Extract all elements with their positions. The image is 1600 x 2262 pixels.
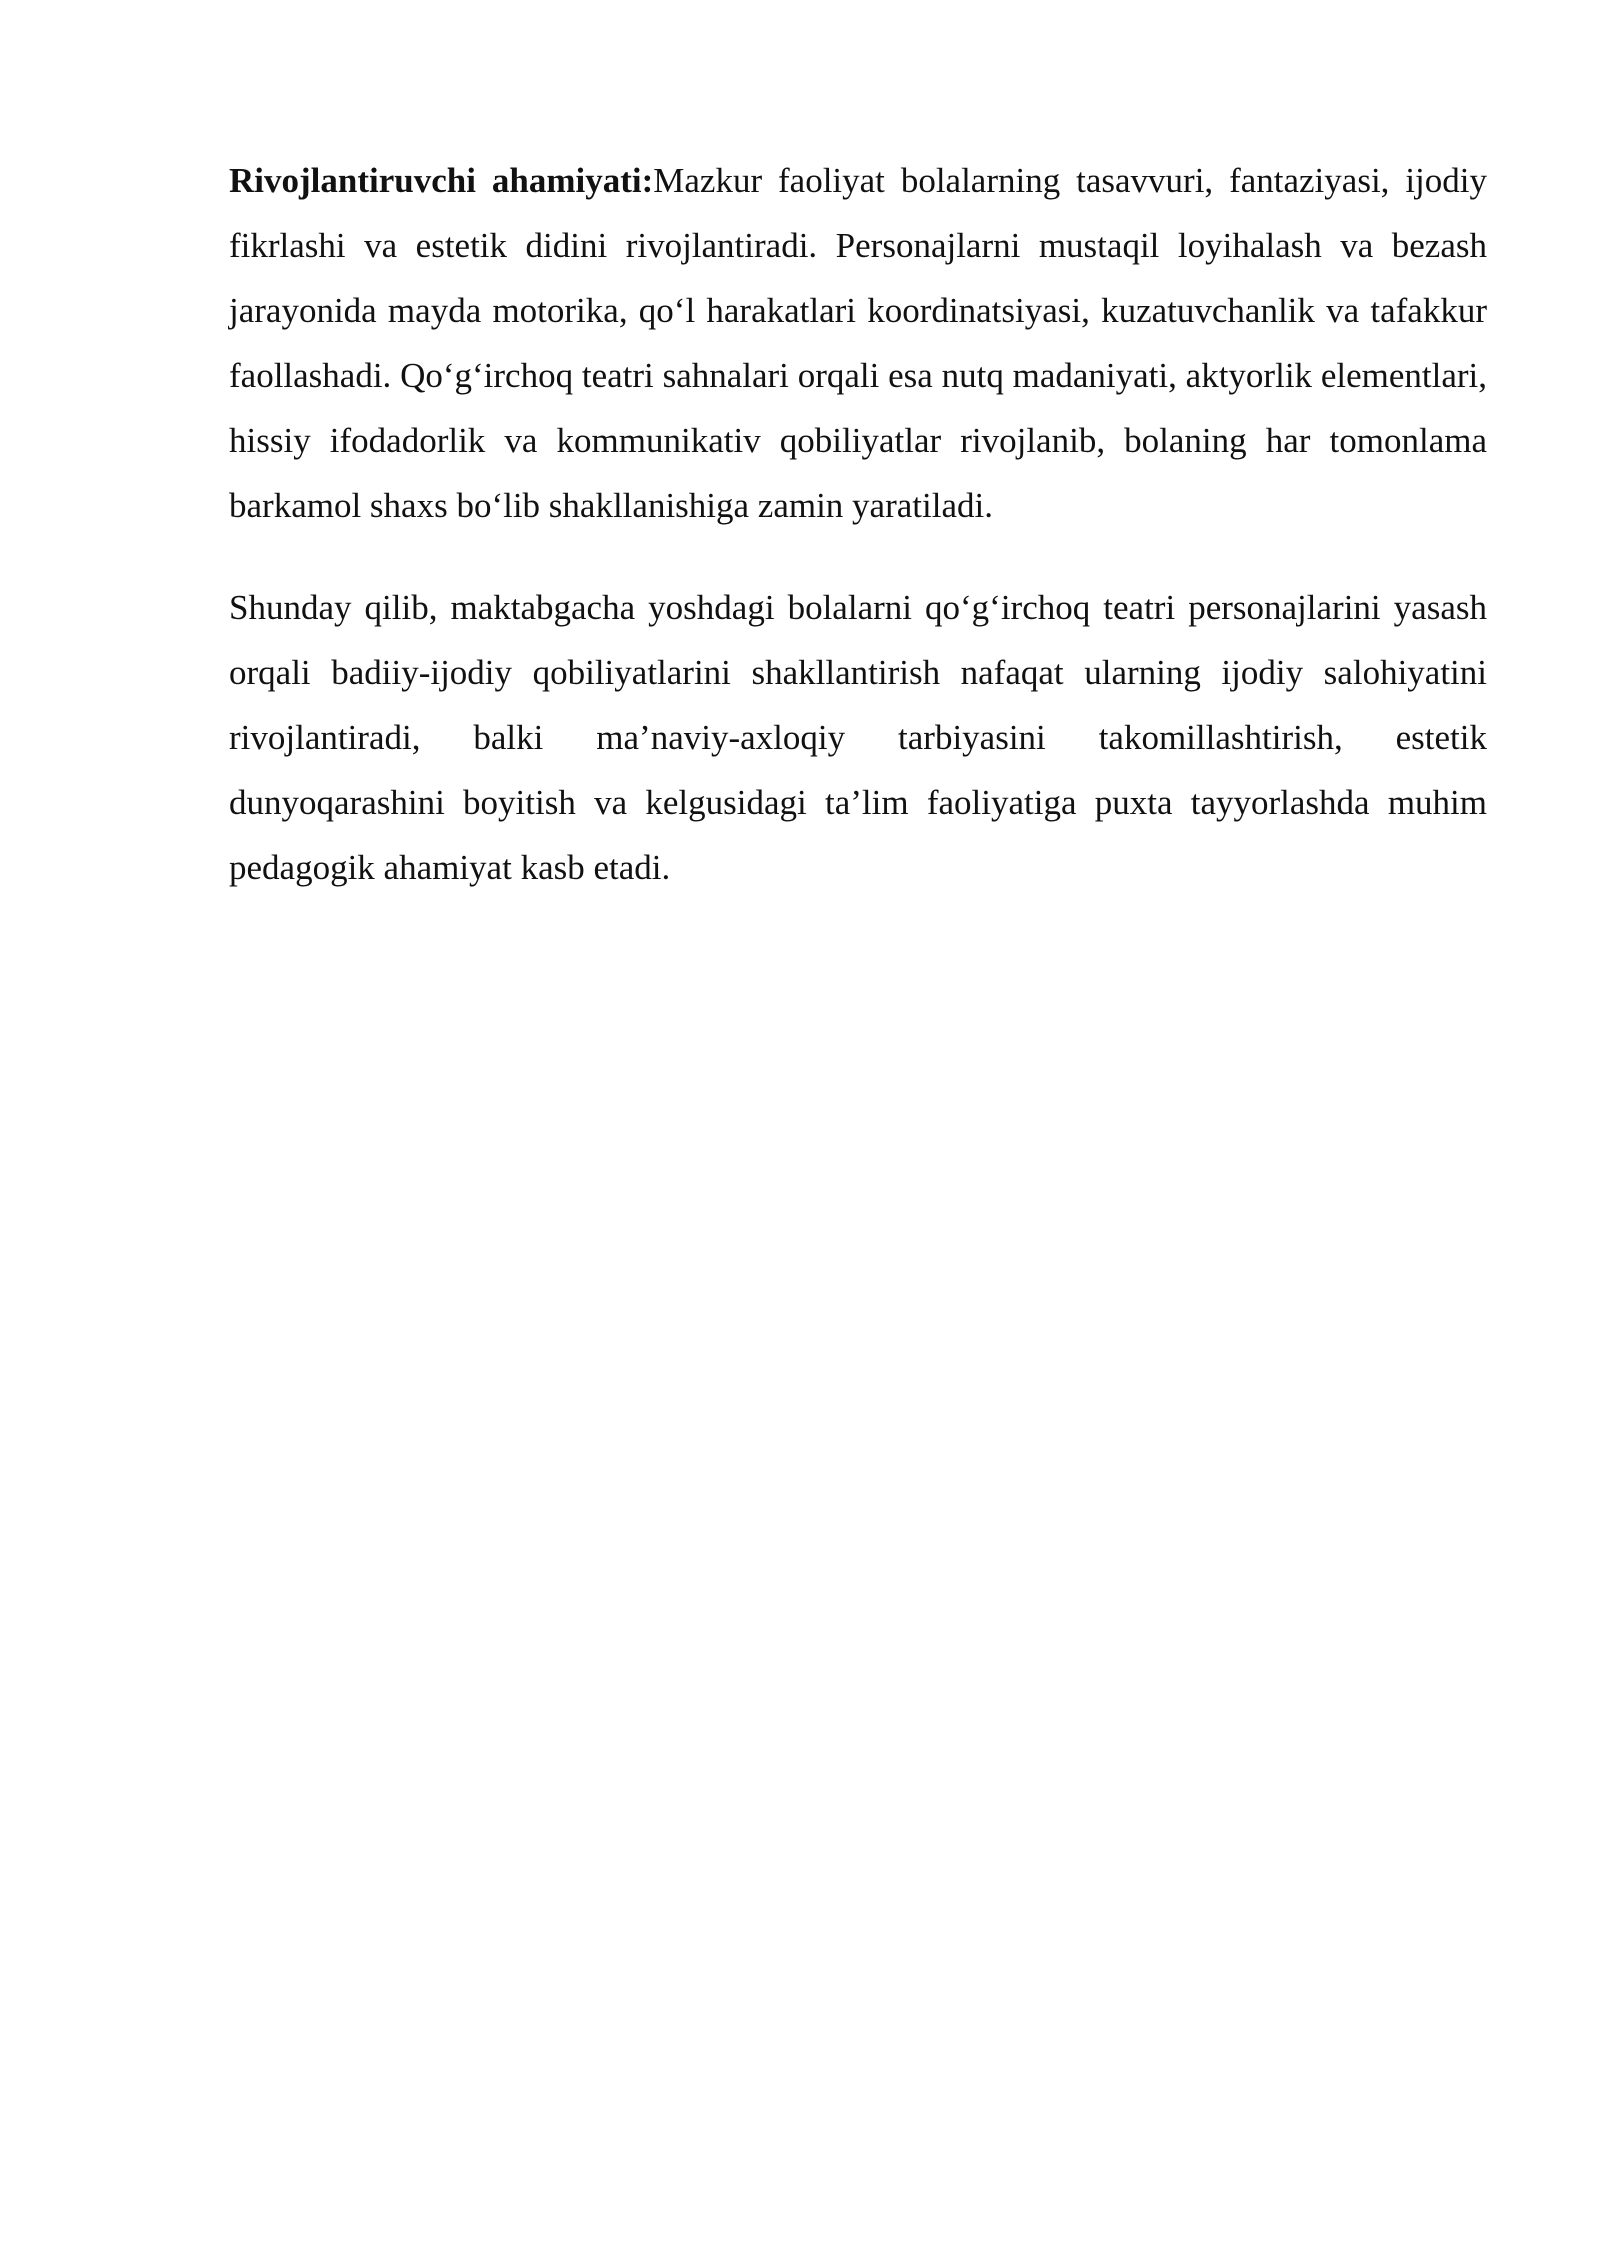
document-body	[229, 148, 1487, 900]
paragraph-conclusion	[229, 575, 1487, 900]
paragraph-text: Shunday qilib, maktabgacha yoshdagi bolalarni qo‘g‘irchoq teatri personajlarini yasash orqali badiiy-ijodiy qobiliyatlarini shakllantirish nafaqat ularning ijodiy salohiyatini rivojlantiradi, balki ma’naviy-axloqiy tarbiyasini takomillashtirish, estetik dunyoqarashini boyitish va kelgusidagi ta’lim faoliyatiga puxta tayyorlashda muhim pedagogik ahamiyat kasb etadi.	[229, 588, 1487, 887]
paragraph-lead-heading: Rivojlantiruvchi ahamiyati:	[229, 161, 654, 200]
paragraph-text: Mazkur faoliyat bolalarning tasavvuri, fantaziyasi, ijodiy fikrlashi va estetik didini rivojlantiradi. Personajlarni mustaqil loyihalash va bezash jarayonida mayda motorika, qo‘l harakatlari koordinatsiyasi, kuzatuvchanlik va tafakkur faollashadi. Qo‘g‘irchoq teatri sahnalari orqali esa nutq madaniyati, aktyorlik elementlari, hissiy ifodadorlik va kommunikativ qobiliyatlar rivojlanib, bolaning har tomonlama barkamol shaxs bo‘lib shakllanishiga zamin yaratiladi.	[229, 161, 1487, 525]
paragraph-developmental-significance	[229, 148, 1487, 538]
